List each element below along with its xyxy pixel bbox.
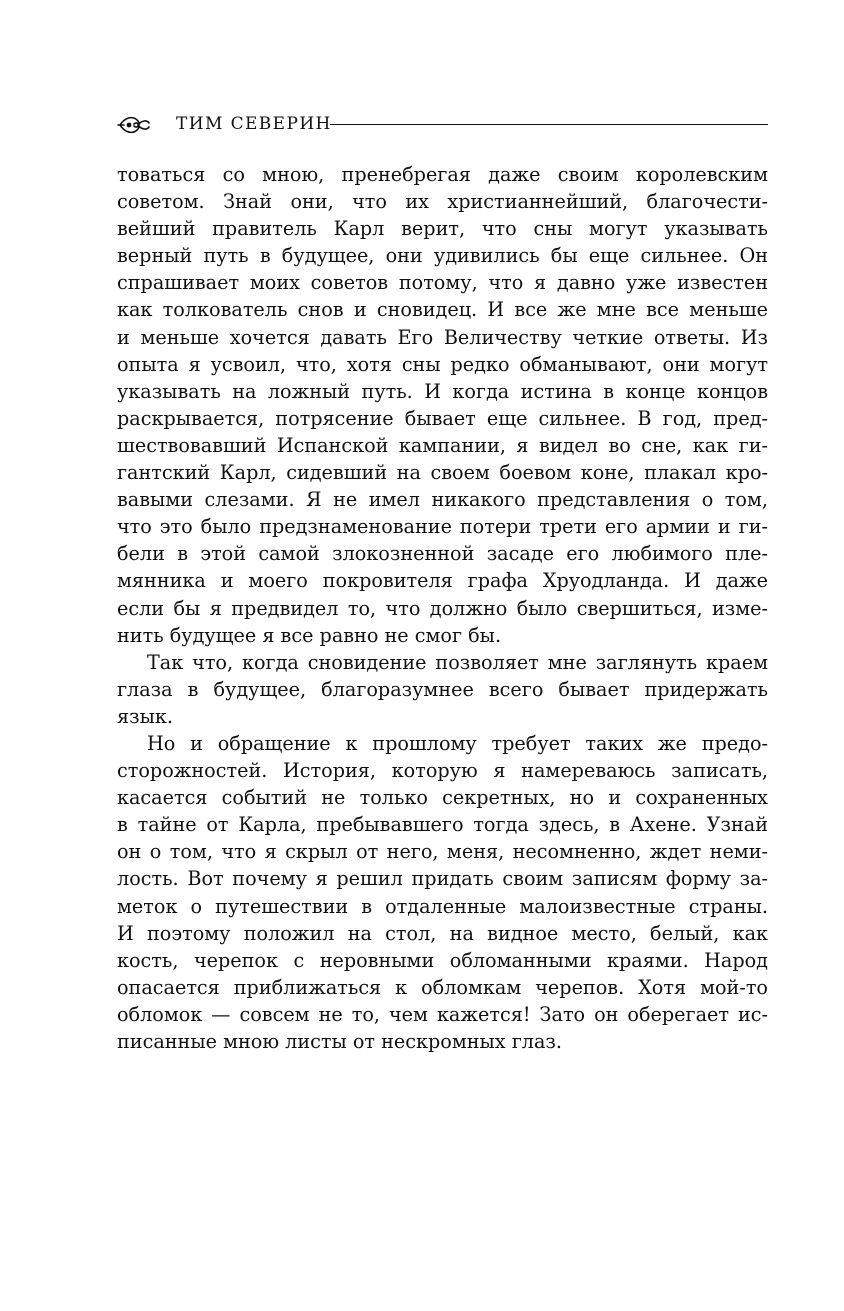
fleuron-ornament-icon xyxy=(116,110,152,140)
text-line: спрашивает моих советов потому, что я давно уже известен xyxy=(117,271,768,295)
text-line: товаться со мною, пренебрегая даже своим королевским xyxy=(117,163,768,186)
paragraph xyxy=(117,161,768,649)
text-line: И поэтому положил на стол, на видное место, белый, как xyxy=(117,921,768,945)
text-line: и меньше хочется давать Его Величеству четкие ответы. Из xyxy=(117,325,768,349)
text-line: раскрывается, потрясение бывает еще сильнее. В год, пред- xyxy=(117,406,768,430)
text-line: глаза в будущее, благоразумнее всего бывает придержать xyxy=(117,677,768,701)
text-line: меток о путешествии в отдаленные малоизвестные страны. xyxy=(117,894,768,918)
text-line: кость, черепок с неровными обломанными краями. Народ xyxy=(117,948,768,972)
text-line: если бы я предвидел то, что должно было свершиться, изме- xyxy=(117,596,768,620)
header-rule xyxy=(330,124,768,125)
text-line: касается событий не только секретных, но и сохраненных xyxy=(117,786,768,810)
text-line: Так что, когда сновидение позволяет мне заглянуть краем xyxy=(147,650,768,674)
text-line: нить будущее я все равно не смог бы. xyxy=(117,623,502,647)
text-line: в тайне от Карла, пребывавшего тогда здесь, в Ахене. Узнай xyxy=(117,813,768,837)
paragraph xyxy=(117,730,768,1055)
text-line: опыта я усвоил, что, хотя сны редко обманывают, они могут xyxy=(117,352,768,376)
text-line: верный путь в будущее, они удивились бы еще сильнее. Он xyxy=(117,244,768,268)
text-line: указывать на ложный путь. И когда истина в конце концов xyxy=(117,379,768,403)
text-line: как толкователь снов и сновидец. И все же мне все меньше xyxy=(117,298,768,322)
text-line: язык. xyxy=(117,704,173,728)
running-head-author: ТИМ СЕВЕРИН xyxy=(176,114,332,134)
body-text xyxy=(117,161,768,1055)
text-line: мянника и моего покровителя графа Хруодланда. И даже xyxy=(117,569,768,593)
paragraph xyxy=(117,649,768,730)
text-line: писанные мною листы от нескромных глаз. xyxy=(117,1030,562,1053)
text-line: советом. Знай они, что их христианнейший, благочести- xyxy=(117,190,768,214)
text-line: опасается приближаться к обломкам черепов. Хотя мой-то xyxy=(117,975,768,999)
text-line: бели в этой самой злокозненной засаде его любимого пле- xyxy=(117,542,768,566)
page-header xyxy=(116,108,768,142)
text-line: что это было предзнаменование потери трети его армии и ги- xyxy=(117,515,768,539)
text-line: лость. Вот почему я решил придать своим записям форму за- xyxy=(117,867,768,891)
text-line: вавыми слезами. Я не имел никакого представления о том, xyxy=(117,488,768,512)
text-line: сторожностей. История, которую я намереваюсь записать, xyxy=(117,759,768,783)
text-line: шествовавший Испанской кампании, я видел во сне, как ги- xyxy=(117,433,768,457)
text-line: обломок — совсем не то, чем кажется! Зато он оберегает ис- xyxy=(117,1002,768,1026)
text-line: вейший правитель Карл верит, что сны могут указывать xyxy=(117,217,768,241)
text-line: он о том, что я скрыл от него, меня, несомненно, ждет неми- xyxy=(117,840,768,864)
text-line: Но и обращение к прошлому требует таких же предо- xyxy=(147,731,768,755)
text-line: гантский Карл, сидевший на своем боевом коне, плакал кро- xyxy=(117,461,768,485)
